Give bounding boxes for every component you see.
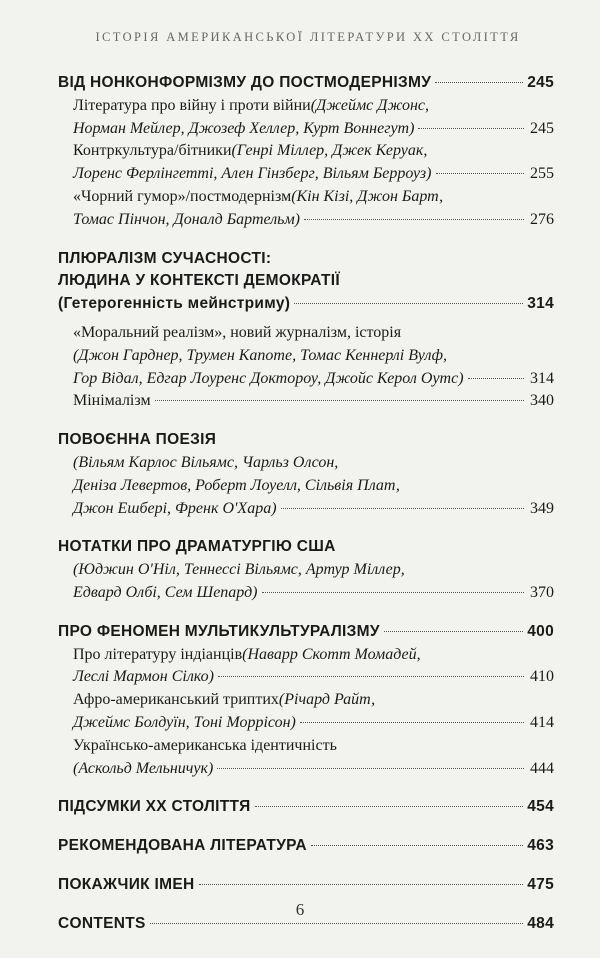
dot-leader xyxy=(418,128,524,129)
toc-entry-line[interactable] xyxy=(58,644,554,667)
toc-entry-line[interactable] xyxy=(58,498,554,521)
toc-entry-line[interactable] xyxy=(58,475,554,498)
toc-entry-line[interactable] xyxy=(58,452,554,475)
toc-heading-row xyxy=(58,621,554,644)
toc-entry-line[interactable] xyxy=(58,559,554,582)
entry-authors: Джеймс Болдуїн, Тоні Моррісон) xyxy=(73,713,296,731)
entry-authors: Томас Пінчон, Доналд Бартельм) xyxy=(73,210,300,228)
entry-authors: (Кін Кізі, Джон Барт, xyxy=(291,187,444,205)
spacer xyxy=(58,819,554,835)
section-title[interactable]: ПОВОЄННА ПОЕЗІЯ xyxy=(58,431,217,449)
page-ref: 475 xyxy=(527,875,554,893)
section-title[interactable]: ПОКАЖЧИК ІМЕН xyxy=(58,875,195,893)
dot-leader xyxy=(304,219,524,220)
entry-authors: (Наварр Скотт Момадей, xyxy=(242,645,421,663)
table-of-contents xyxy=(58,72,554,936)
entry-authors: (Генрі Міллер, Джек Керуак, xyxy=(231,142,428,160)
dot-leader xyxy=(311,845,523,846)
section-title[interactable]: CONTENTS xyxy=(58,914,146,932)
entry-title: Афро-американський триптих xyxy=(73,691,279,709)
running-head: ІСТОРІЯ АМЕРИКАНСЬКОЇ ЛІТЕРАТУРИ XX СТОЛІТТЯ xyxy=(95,30,521,44)
toc-entry-line[interactable] xyxy=(58,666,554,689)
toc-entry-line[interactable] xyxy=(58,758,554,781)
entry-title: Про літературу індіанців xyxy=(73,645,243,663)
toc-entry-line[interactable] xyxy=(58,140,554,163)
page-ref: 245 xyxy=(530,119,554,137)
toc-entry-line[interactable] xyxy=(58,186,554,209)
toc-entry-line[interactable] xyxy=(58,582,554,605)
entry-authors: Норман Мейлер, Джозеф Хеллер, Курт Воннегут) xyxy=(73,119,415,137)
toc-entry-line[interactable] xyxy=(58,163,554,186)
dot-leader xyxy=(155,400,524,401)
dot-leader xyxy=(255,806,524,807)
toc-section-nonconformism xyxy=(58,72,554,232)
page-ref: 255 xyxy=(530,165,554,183)
entry-title: «Моральний реалізм», новий журналізм, історія xyxy=(73,323,402,341)
entry-authors: Лоренс Ферлінгетті, Ален Гінзберг, Вільям Берроуз) xyxy=(73,165,432,183)
spacer xyxy=(58,858,554,874)
toc-section-poetry xyxy=(58,429,554,520)
spacer xyxy=(58,413,554,429)
toc-heading-row xyxy=(58,429,554,452)
entry-title: Мінімалізм xyxy=(73,392,151,410)
page-ref: 340 xyxy=(530,392,554,410)
dot-leader xyxy=(218,676,524,677)
dot-leader xyxy=(300,722,524,723)
toc-section-references xyxy=(58,835,554,858)
page-ref: 276 xyxy=(530,210,554,228)
entry-title: Контркультура/бітники xyxy=(73,142,232,160)
toc-entry-line[interactable] xyxy=(58,209,554,232)
toc-entry-line[interactable] xyxy=(58,322,554,345)
page-ref: 463 xyxy=(527,837,554,855)
toc-entry-line[interactable] xyxy=(58,118,554,141)
section-title[interactable]: ПЛЮРАЛІЗМ СУЧАСНОСТІ: xyxy=(58,249,272,267)
page-number: 6 xyxy=(295,900,305,919)
section-subtitle[interactable]: (Гетерогенність мейнстриму) xyxy=(58,295,291,313)
section-title[interactable]: ПІДСУМКИ XX СТОЛІТТЯ xyxy=(58,798,251,816)
entry-authors: (Джеймс Джонс, xyxy=(310,96,429,114)
toc-heading-row xyxy=(58,248,554,271)
dot-leader xyxy=(384,631,523,632)
page-ref: 454 xyxy=(527,798,554,816)
page-ref: 410 xyxy=(530,668,554,686)
toc-entry-line[interactable] xyxy=(58,735,554,758)
dot-leader xyxy=(436,173,525,174)
spacer xyxy=(58,605,554,621)
page-ref: 484 xyxy=(527,914,554,932)
entry-title: «Чорний гумор»/постмодернізм xyxy=(73,187,292,205)
spacer xyxy=(58,520,554,536)
toc-heading-row xyxy=(58,270,554,293)
section-title[interactable]: ПРО ФЕНОМЕН МУЛЬТИКУЛЬТУРАЛІЗМУ xyxy=(58,622,380,640)
toc-entry-line[interactable] xyxy=(58,95,554,118)
toc-section-drama xyxy=(58,536,554,604)
toc-section-summary xyxy=(58,796,554,819)
entry-title: Українсько-американська ідентичність xyxy=(73,736,337,754)
toc-section-pluralism xyxy=(58,248,554,414)
toc-entry-line[interactable] xyxy=(58,345,554,368)
page-ref: 400 xyxy=(527,622,554,640)
dot-leader xyxy=(281,508,524,509)
toc-entry-line[interactable] xyxy=(58,712,554,735)
entry-authors: Джон Ешбері, Френк О'Хара) xyxy=(73,499,277,517)
dot-leader xyxy=(217,768,524,769)
entry-authors: Деніза Левертов, Роберт Лоуелл, Сільвія Плат, xyxy=(73,476,400,494)
dot-leader xyxy=(294,303,523,304)
toc-section-multiculturalism xyxy=(58,621,554,781)
entry-title: Література про війну і проти війни xyxy=(73,96,311,114)
entry-authors: (Юджин О'Ніл, Теннессі Вільямс, Артур Міллер, xyxy=(73,561,405,579)
toc-heading-row xyxy=(58,293,554,316)
page-ref: 245 xyxy=(527,74,554,91)
entry-authors: Леслі Мармон Сілко) xyxy=(73,668,214,686)
entry-authors: (Річард Райт, xyxy=(278,691,376,709)
section-title[interactable]: ЛЮДИНА У КОНТЕКСТІ ДЕМОКРАТІЇ xyxy=(58,272,340,290)
toc-entry-line[interactable] xyxy=(58,390,554,413)
entry-authors: Гор Відал, Едгар Лоуренс Доктороу, Джойс Керол Оутс) xyxy=(73,369,464,387)
section-title[interactable]: НОТАТКИ ПРО ДРАМАТУРГІЮ США xyxy=(58,538,336,556)
page-ref: 444 xyxy=(530,759,554,777)
dot-leader xyxy=(435,82,523,83)
page-ref: 314 xyxy=(527,295,554,313)
dot-leader xyxy=(150,923,524,924)
entry-authors: (Вільям Карлос Вільямс, Чарльз Олсон, xyxy=(73,453,339,471)
entry-authors: (Джон Гарднер, Трумен Капоте, Томас Кеннерлі Вулф, xyxy=(73,346,447,364)
entry-authors: (Аскольд Мельничук) xyxy=(73,759,214,777)
page-ref: 314 xyxy=(530,369,554,387)
page-ref: 370 xyxy=(530,583,554,601)
toc-heading-row xyxy=(58,536,554,559)
dot-leader xyxy=(468,378,524,379)
spacer xyxy=(58,232,554,248)
dot-leader xyxy=(199,884,524,885)
section-title[interactable]: РЕКОМЕНДОВАНА ЛІТЕРАТУРА xyxy=(58,837,307,855)
toc-section-index xyxy=(58,874,554,897)
toc-entry-line[interactable] xyxy=(58,368,554,391)
section-title[interactable]: ВІД НОНКОНФОРМІЗМУ ДО ПОСТМОДЕРНІЗМУ xyxy=(58,74,432,91)
entry-authors: Едвард Олбі, Сем Шепард) xyxy=(73,583,258,601)
page-ref: 349 xyxy=(530,499,554,517)
toc-heading-row xyxy=(58,72,554,95)
spacer xyxy=(58,780,554,796)
toc-entry-line[interactable] xyxy=(58,689,554,712)
dot-leader xyxy=(262,592,525,593)
page-ref: 414 xyxy=(530,713,554,731)
